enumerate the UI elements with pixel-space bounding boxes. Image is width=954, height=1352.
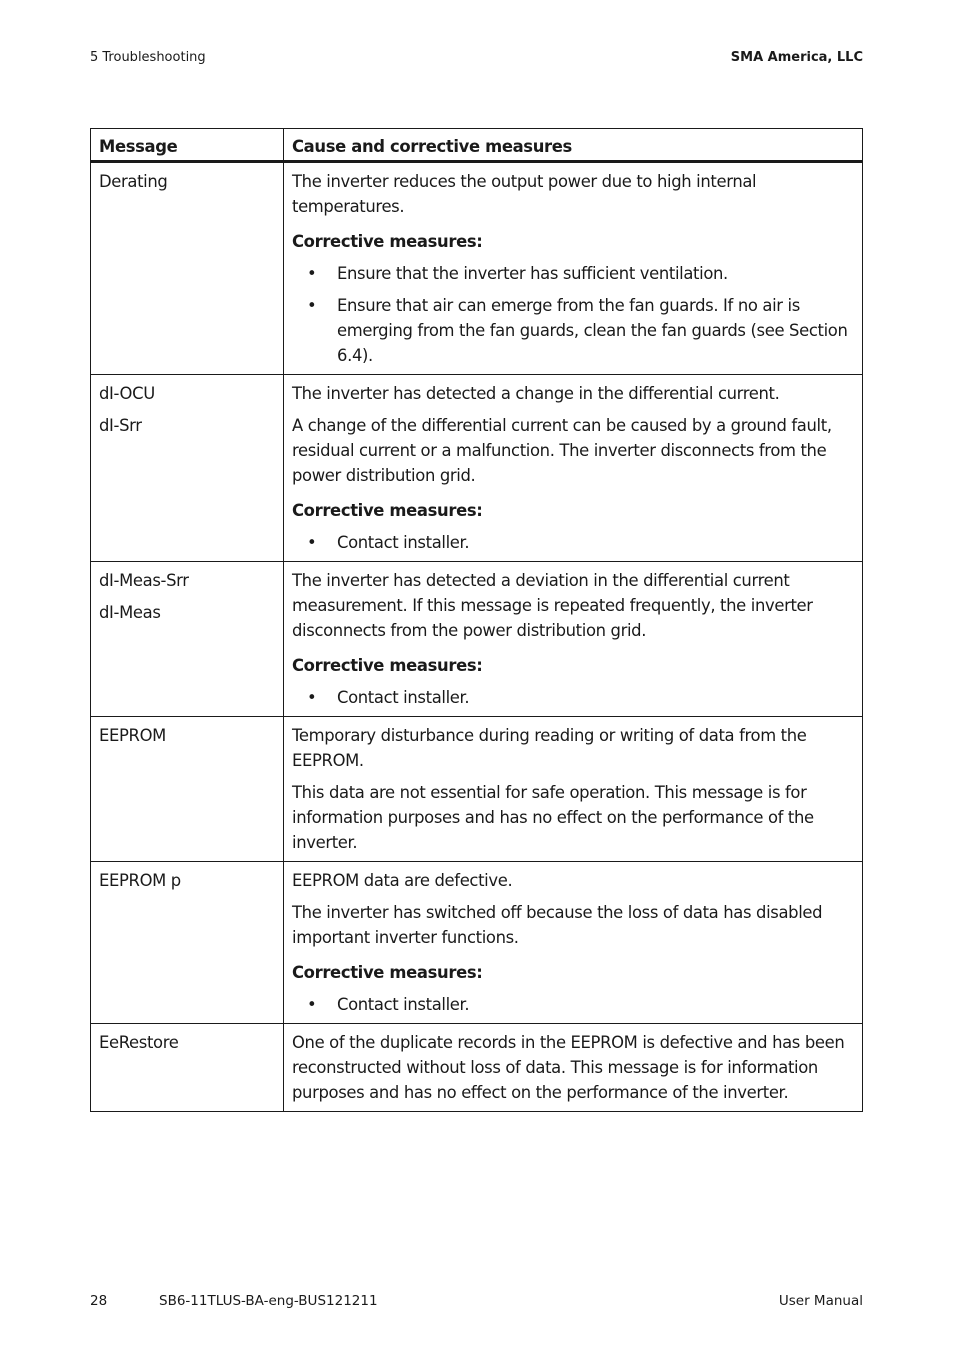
corrective-measure-item [292, 261, 856, 286]
message-cell [91, 717, 284, 862]
cause-cell [284, 717, 863, 862]
page-number: 28 [90, 1293, 108, 1309]
corrective-measures-heading: Corrective measures: [292, 501, 483, 520]
message-cell [91, 375, 284, 562]
cause-text: This data are not essential for safe operation. This message is for information purposes and has no effect on the performance of the inverter. [292, 783, 814, 852]
document-type: User Manual [778, 1293, 863, 1309]
bullet-icon: • [307, 533, 317, 552]
corrective-measures-list [292, 685, 856, 710]
cause-text: The inverter has switched off because the loss of data has disabled important inverter functions. [292, 903, 823, 947]
cause-text: A change of the differential current can be caused by a ground fault, residual current or a malfunction. The inverter disconnects from the power distribution grid. [292, 416, 832, 485]
table-row [91, 862, 863, 1024]
running-header-company: SMA America, LLC [730, 50, 863, 65]
bullet-icon: • [307, 296, 317, 315]
corrective-measures-heading: Corrective measures: [292, 656, 483, 675]
corrective-measure-text: Ensure that air can emerge from the fan guards. If no air is emerging from the fan guards, clean the fan guards (see Section 6.4). [337, 296, 848, 365]
message-cell [91, 562, 284, 717]
corrective-measure-item [292, 685, 856, 710]
corrective-measure-item [292, 293, 856, 368]
corrective-measures-heading: Corrective measures: [292, 963, 483, 982]
table-row [91, 562, 863, 717]
message-code: Derating [99, 172, 168, 191]
message-cell [91, 162, 284, 375]
cause-cell [284, 162, 863, 375]
message-code: EEPROM [99, 726, 166, 745]
column-header-cause: Cause and corrective measures [284, 129, 863, 162]
message-code: dI-Srr [99, 416, 142, 435]
corrective-measure-text: Contact installer. [337, 688, 470, 707]
bullet-icon: • [307, 995, 317, 1014]
table-row [91, 375, 863, 562]
corrective-measure-item [292, 530, 856, 555]
running-header-section: 5 Troubleshooting [90, 50, 206, 65]
document-id: SB6-11TLUS-BA-eng-BUS121211 [159, 1293, 378, 1309]
cause-text: The inverter reduces the output power due to high internal temperatures. [292, 172, 757, 216]
corrective-measures-list [292, 261, 856, 368]
cause-text: One of the duplicate records in the EEPROM is defective and has been reconstructed without loss of data. This message is for information purposes and has no effect on the performance of the inverter. [292, 1033, 845, 1102]
cause-text: Temporary disturbance during reading or writing of data from the EEPROM. [292, 726, 807, 770]
cause-cell [284, 375, 863, 562]
table-header-row [91, 129, 863, 162]
message-code: EeRestore [99, 1033, 179, 1052]
corrective-measure-item [292, 992, 856, 1017]
cause-text: The inverter has detected a change in the differential current. [292, 384, 780, 403]
bullet-icon: • [307, 264, 317, 283]
corrective-measure-text: Contact installer. [337, 533, 470, 552]
table-row [91, 717, 863, 862]
message-code: EEPROM p [99, 871, 181, 890]
corrective-measures-list [292, 992, 856, 1017]
event-message-table [90, 128, 863, 1112]
table-row [91, 162, 863, 375]
table-body [91, 162, 863, 1112]
cause-text: The inverter has detected a deviation in the differential current measurement. If this message is repeated frequently, the inverter disconnects from the power distribution grid. [292, 571, 813, 640]
corrective-measures-heading: Corrective measures: [292, 232, 483, 251]
message-code: dI-OCU [99, 384, 155, 403]
column-header-message: Message [91, 129, 284, 162]
cause-cell [284, 862, 863, 1024]
message-code: dI-Meas-Srr [99, 571, 189, 590]
message-cell [91, 862, 284, 1024]
cause-cell [284, 1024, 863, 1112]
corrective-measure-text: Contact installer. [337, 995, 470, 1014]
message-code: dI-Meas [99, 603, 161, 622]
corrective-measure-text: Ensure that the inverter has sufficient ventilation. [337, 264, 728, 283]
corrective-measures-list [292, 530, 856, 555]
message-cell [91, 1024, 284, 1112]
cause-text: EEPROM data are defective. [292, 871, 513, 890]
cause-cell [284, 562, 863, 717]
table-row [91, 1024, 863, 1112]
bullet-icon: • [307, 688, 317, 707]
